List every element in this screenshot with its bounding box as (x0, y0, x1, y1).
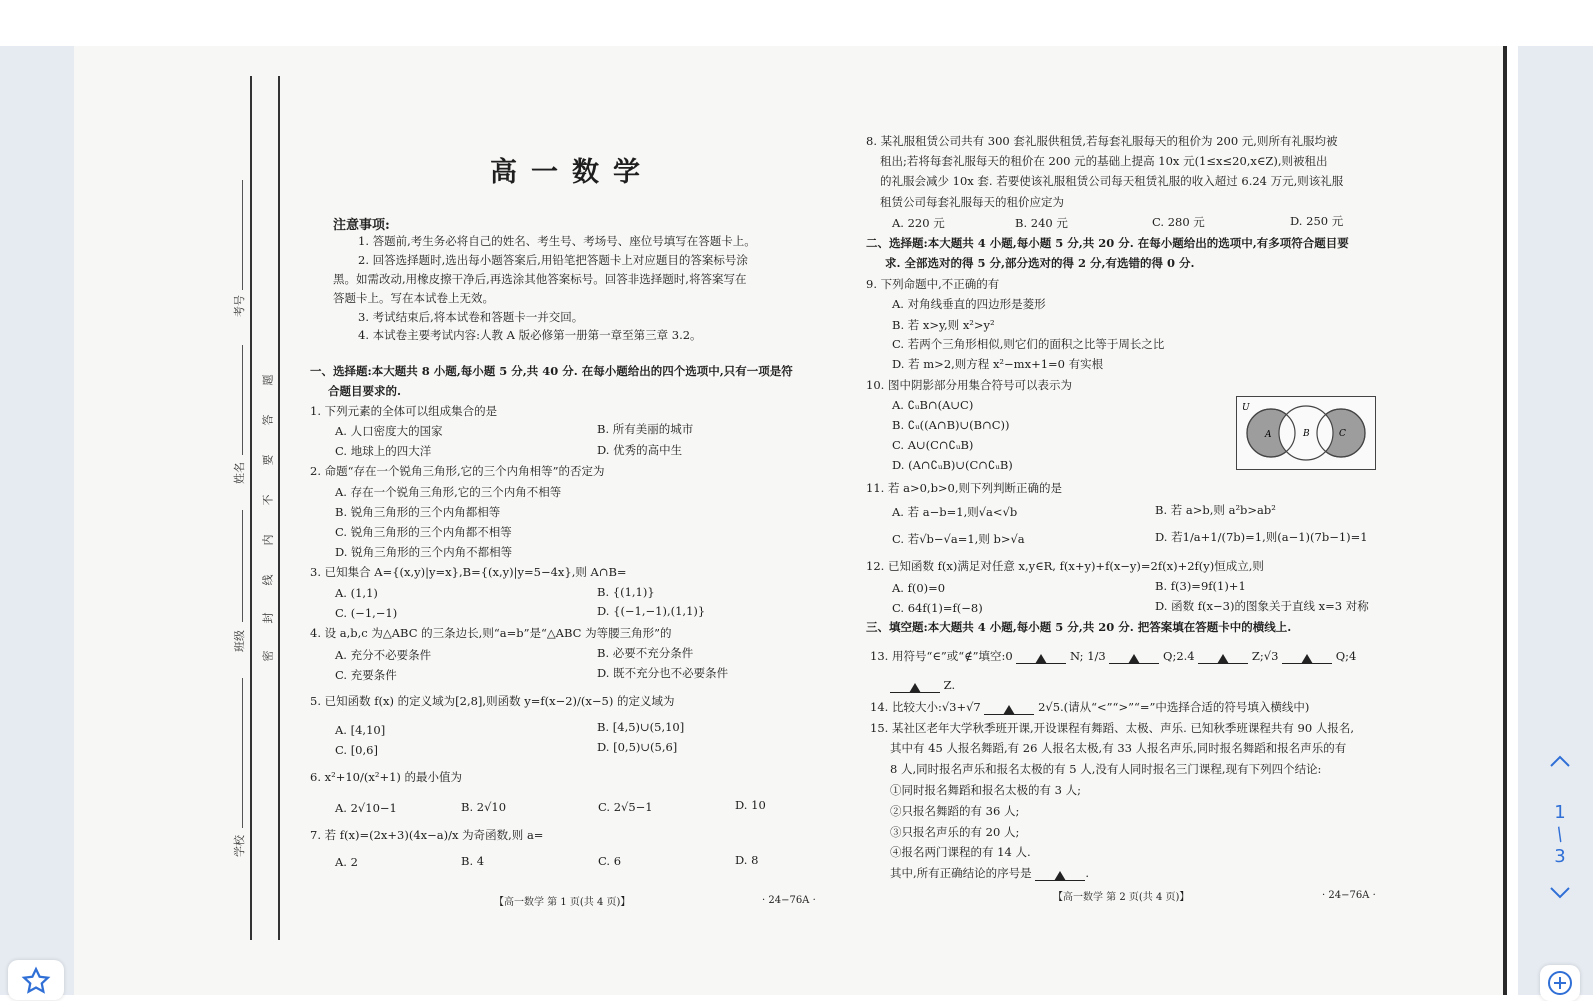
q14-text: 2√5.(请从“<”“>”“=”中选择合适的符号填入横线中) (1038, 700, 1310, 714)
option: C. [0,6] (335, 743, 378, 757)
seal-char-4: 不 (261, 494, 275, 506)
class-label: 班级 (233, 630, 246, 652)
option: A. 充分不必要条件 (335, 648, 432, 662)
option: D. 250 元 (1290, 214, 1344, 228)
question-8-line: 租出;若将每套礼服每天的租价在 200 元的基础上提高 10x 元(1≤x≤20,x∈Z),则被租出 (880, 154, 1328, 168)
answer-blank (1109, 651, 1159, 664)
option: C. (−1,−1) (335, 606, 398, 620)
option: A. (1,1) (335, 586, 378, 600)
question-7: 7. 若 f(x)=(2x+3)(4x−a)/x 为奇函数,则 a= (310, 828, 544, 842)
answer-blank (984, 702, 1034, 715)
notice-line: 3. 考试结束后,将本试卷和答题卡一并交回。 (358, 310, 584, 324)
venn-label-c: C (1339, 429, 1346, 439)
page-indicator (1540, 802, 1580, 868)
q13-text: Q;4 (1335, 649, 1357, 663)
prev-page-button[interactable] (1540, 746, 1580, 776)
venn-label-u: U (1242, 403, 1250, 413)
footer-code-right: · 24−76A · (1322, 890, 1376, 901)
option: A. 2√10−1 (335, 801, 397, 815)
seal-char-5: 内 (261, 534, 275, 546)
notice-line: 黑。如需改动,用橡皮擦干净后,再选涂其他答案标号。回答非选择题时,将答案写在 (333, 272, 747, 286)
class-blank (242, 510, 243, 622)
option: A. [4,10] (335, 723, 386, 737)
venn-graphic (1237, 397, 1375, 469)
option: C. 64f(1)=f(−8) (892, 601, 983, 615)
option: A. 对角线垂直的四边形是菱形 (892, 297, 1046, 311)
option: D. 优秀的高中生 (597, 443, 683, 457)
q13-text: 13. 用符号“∈”或“∉”填空:0 (870, 649, 1013, 663)
blank-marker (1301, 654, 1313, 664)
option: A. 若 a−b=1,则√a<√b (892, 505, 1018, 519)
page-current: 1 (1554, 802, 1566, 823)
notice-line: 2. 回答选择题时,选出每小题答案后,用铅笔把答题卡上对应题目的答案标号涂 (358, 253, 748, 267)
seal-char-6: 线 (261, 574, 275, 586)
school-blank (242, 678, 243, 828)
venn-label-a: A (1265, 430, 1272, 440)
name-blank (242, 345, 243, 455)
question-15-line: ②只报名舞蹈的有 36 人; (890, 804, 1020, 818)
blank-marker (1003, 705, 1015, 715)
option: A. 存在一个锐角三角形,它的三个内角不相等 (335, 485, 562, 499)
q14-text: 14. 比较大小:√3+√7 (870, 700, 981, 714)
option: A. 2 (335, 855, 358, 869)
q13-fraction: 1/3 (1087, 649, 1106, 663)
question-12: 12. 已知函数 f(x)满足对任意 x,y∈R, f(x+y)+f(x−y)=2f(x)+2f(y)恒成立,则 (866, 559, 1264, 573)
option: D. 10 (735, 798, 766, 812)
question-8: 8. 某礼服租赁公司共有 300 套礼服供租赁,若每套礼服每天的租价为 200 元,则所有礼服均被 (866, 134, 1338, 148)
option: C. 地球上的四大洋 (335, 444, 432, 458)
question-13 (870, 649, 1356, 664)
option: D. [0,5)∪(5,6] (597, 740, 678, 754)
section-heading: 三、填空题:本大题共 4 小题,每小题 5 分,共 20 分. 把答案填在答题卡中的横线上. (866, 620, 1292, 634)
page-separator: / (1552, 823, 1567, 846)
option: C. 2√5−1 (598, 800, 653, 814)
binding-line-left (250, 76, 252, 940)
footer-code-left: · 24−76A · (762, 895, 816, 906)
option: C. 锐角三角形的三个内角都不相等 (335, 525, 512, 539)
notice-line: 答题卡上。写在本试卷上无效。 (333, 291, 494, 305)
star-icon (21, 966, 51, 996)
blank-marker (1217, 654, 1229, 664)
seal-char-8: 密 (261, 650, 275, 662)
section-heading: 一、选择题:本大题共 8 小题,每小题 5 分,共 40 分. 在每小题给出的四个选项中,只有一项是符 (310, 364, 793, 378)
answer-blank (1016, 651, 1066, 664)
page-title: 高一数学 (490, 157, 654, 188)
footer-right: 【高一数学 第 2 页(共 4 页)】 (1053, 892, 1190, 903)
option: D. 8 (735, 853, 759, 867)
question-3: 3. 已知集合 A={(x,y)|y=x},B={(x,y)|y=5−4x},则 A∩B= (310, 565, 627, 579)
question-15: 15. 某社区老年大学秋季班开课,开设课程有舞蹈、太极、声乐. 已知秋季班课程共有 90 人报名, (870, 721, 1355, 735)
option: B. {(1,1)} (597, 585, 655, 599)
blank-marker (1035, 654, 1047, 664)
option: C. 280 元 (1152, 215, 1205, 229)
option: B. 2√10 (461, 800, 507, 814)
venn-diagram (1236, 396, 1376, 470)
notice-line: 4. 本试卷主要考试内容:人教 A 版必修第一册第一章至第三章 3.2。 (358, 328, 702, 342)
add-button[interactable] (1540, 965, 1580, 1001)
answer-blank (1035, 868, 1085, 881)
page-edge (1503, 46, 1507, 995)
question-14 (870, 700, 1309, 715)
option: D. 若 m>2,则方程 x²−mx+1=0 有实根 (892, 357, 1104, 371)
option: D. (A∩∁ᵤB)∪(C∩∁ᵤB) (892, 458, 1013, 472)
question-10: 10. 图中阴影部分用集合符号可以表示为 (866, 378, 1072, 392)
question-15-line: 其中有 45 人报名舞蹈,有 26 人报名太极,有 33 人报名声乐,同时报名舞蹈和报名声乐的有 (890, 741, 1347, 755)
q13-text: N; (1070, 649, 1084, 663)
top-bar (0, 0, 1593, 46)
question-2: 2. 命题“存在一个锐角三角形,它的三个内角相等”的否定为 (310, 464, 605, 478)
chevron-down-icon (1549, 886, 1571, 900)
question-5: 5. 已知函数 f(x) 的定义域为[2,8],则函数 y=f(x−2)/(x−5) 的定义域为 (310, 694, 675, 708)
option: D. {(−1,−1),(1,1)} (597, 604, 706, 618)
plus-circle-icon (1547, 970, 1573, 996)
venn-label-b: B (1303, 429, 1310, 439)
question-8-line: 租赁公司每套礼服每天的租价应定为 (880, 195, 1064, 209)
section-heading: 求. 全部选对的得 5 分,部分选对的得 2 分,有选错的得 0 分. (885, 256, 1195, 270)
blank-marker (909, 683, 921, 693)
question-15-line: ④报名两门课程的有 14 人. (890, 845, 1031, 859)
q15-final: 其中,所有正确结论的序号是 (890, 866, 1032, 880)
option: B. 若 x>y,则 x²>y² (892, 318, 995, 332)
q13-text: Z;√3 (1251, 649, 1279, 663)
blank-marker (1054, 871, 1066, 881)
question-11: 11. 若 a>0,b>0,则下列判断正确的是 (866, 481, 1063, 495)
option: B. [4,5)∪(5,10] (597, 720, 685, 734)
school-label: 学校 (233, 835, 246, 857)
answer-blank (1282, 651, 1332, 664)
footer-left: 【高一数学 第 1 页(共 4 页)】 (494, 897, 631, 908)
option: C. A∪(C∩∁ᵤB) (892, 438, 974, 452)
option: A. ∁ᵤB∩(A∪C) (892, 398, 974, 412)
seal-char-7: 封 (261, 612, 275, 624)
section-heading: 二、选择题:本大题共 4 小题,每小题 5 分,共 20 分. 在每小题给出的选项中,有多项符合题目要 (866, 236, 1349, 250)
left-panel (0, 46, 74, 995)
exam-no-label: 考号 (233, 295, 246, 317)
question-8-line: 的礼服会减少 10x 套. 若要使该礼服租赁公司每天租赁礼服的收入超过 6.24 万元,则该礼服 (880, 174, 1344, 188)
q13-text: Z. (943, 678, 956, 692)
question-15-line: ①同时报名舞蹈和报名太极的有 3 人; (890, 783, 1082, 797)
seal-char-2: 答 (261, 414, 275, 426)
option: C. 6 (598, 854, 622, 868)
name-label: 姓名 (233, 462, 246, 484)
blank-marker (1128, 654, 1140, 664)
question-6: 6. x²+10/(x²+1) 的最小值为 (310, 770, 463, 784)
option: D. 锐角三角形的三个内角不都相等 (335, 545, 513, 559)
option: A. f(0)=0 (892, 581, 946, 595)
question-15-line: ③只报名声乐的有 20 人; (890, 825, 1020, 839)
option: B. 所有美丽的城市 (597, 422, 694, 436)
q13-text: Q;2.4 (1163, 649, 1195, 663)
exam-no-blank (242, 180, 243, 290)
chevron-up-icon (1549, 754, 1571, 768)
option: B. 4 (461, 854, 485, 868)
answer-blank (1198, 651, 1248, 664)
option: B. f(3)=9f(1)+1 (1155, 579, 1246, 593)
binding-line-right (278, 76, 280, 940)
option: C. 充要条件 (335, 668, 397, 682)
option: A. 220 元 (892, 216, 945, 230)
option: B. ∁ᵤ((A∩B)∪(B∩C)) (892, 418, 1010, 432)
question-9: 9. 下列命题中,不正确的有 (866, 277, 1000, 291)
option: B. 240 元 (1015, 216, 1068, 230)
option: B. 锐角三角形的三个内角都相等 (335, 505, 501, 519)
option: C. 若两个三角形相似,则它们的面积之比等于周长之比 (892, 337, 1165, 351)
answer-blank (890, 680, 940, 693)
question-15-line: 8 人,同时报名声乐和报名太极的有 5 人,没有人同时报名三门课程,现有下列四个结论: (890, 762, 1322, 776)
question-15-line: 其中,所有正确结论的序号是 . (890, 866, 1089, 880)
option: D. 函数 f(x−3)的图象关于直线 x=3 对称 (1155, 599, 1369, 613)
notice-title: 注意事项: (333, 218, 390, 233)
question-13-cont (890, 678, 955, 693)
next-page-button[interactable] (1540, 878, 1580, 908)
page-total: 3 (1554, 846, 1566, 867)
option: A. 人口密度大的国家 (335, 424, 443, 438)
seal-char-1: 题 (261, 374, 275, 386)
option: D. 既不充分也不必要条件 (597, 666, 729, 680)
seal-char-3: 要 (261, 454, 275, 466)
question-4: 4. 设 a,b,c 为△ABC 的三条边长,则“a=b”是“△ABC 为等腰三角形”的 (310, 626, 672, 640)
option: D. 若1/a+1/(7b)=1,则(a−1)(7b−1)=1 (1155, 530, 1368, 544)
section-heading: 合题目要求的. (328, 384, 402, 398)
question-1: 1. 下列元素的全体可以组成集合的是 (310, 404, 498, 418)
option: B. 必要不充分条件 (597, 646, 694, 660)
favorite-button[interactable] (8, 960, 64, 1000)
option: B. 若 a>b,则 a²b>ab² (1155, 503, 1276, 517)
notice-line: 1. 答题前,考生务必将自己的姓名、考生号、考场号、座位号填写在答题卡上。 (358, 234, 756, 248)
option: C. 若√b−√a=1,则 b>√a (892, 532, 1025, 546)
